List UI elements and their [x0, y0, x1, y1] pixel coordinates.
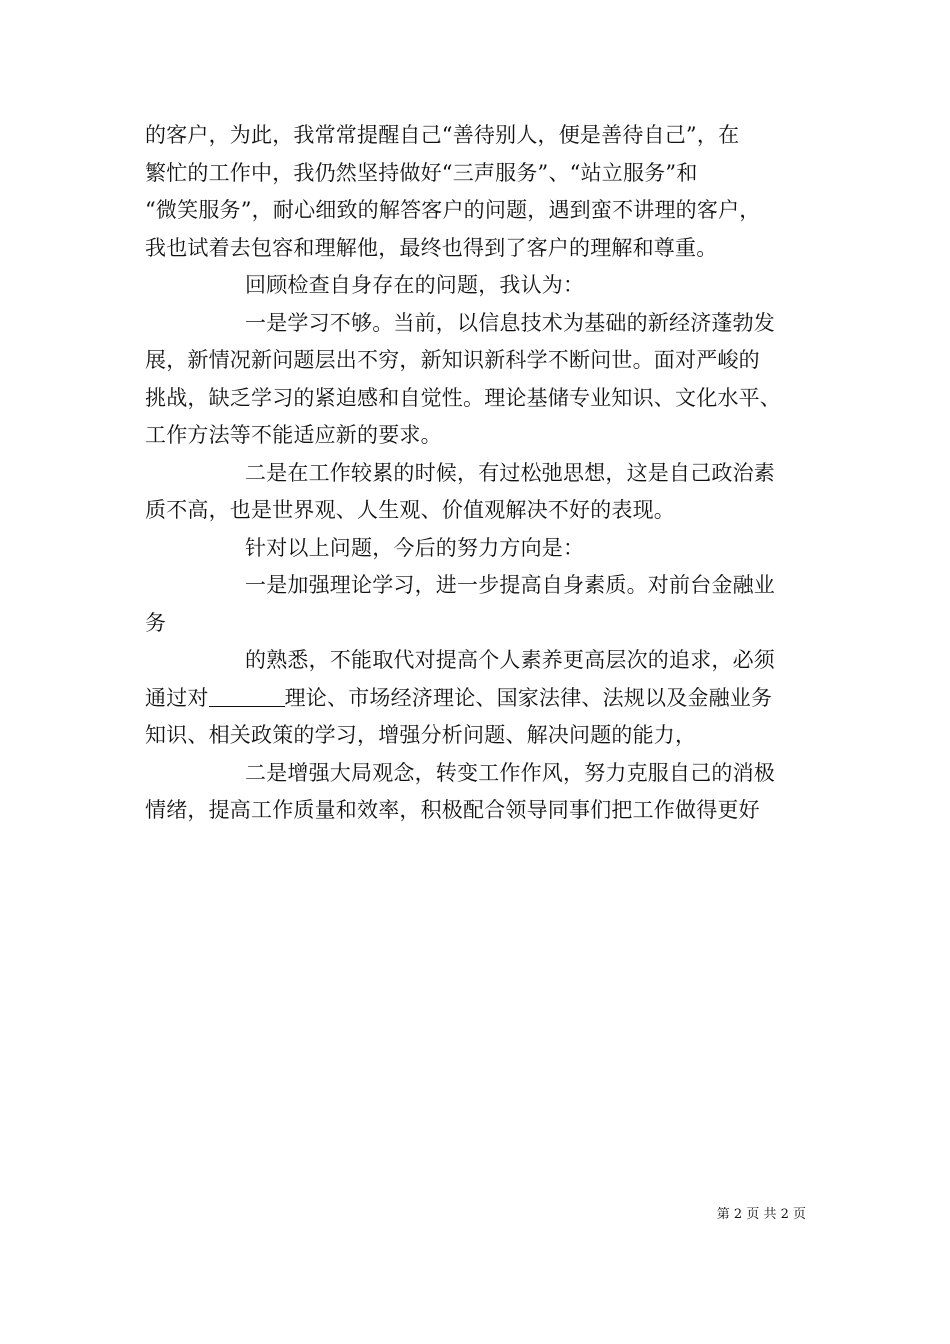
paragraph-start-line: 二是增强大局观念，转变工作作风，努力克服自己的消极	[245, 760, 775, 785]
text-line: 务	[145, 610, 167, 635]
fill-in-blank	[209, 684, 285, 707]
text-line-with-blank	[145, 680, 810, 718]
paragraph-start-line: 回顾检查自身存在的问题，我认为：	[245, 273, 585, 297]
page-number-footer: 第 2 页 共 2 页	[716, 1207, 806, 1222]
text-segment: 理论、市场经济理论、国家法律、法规以及金融业务	[284, 685, 773, 710]
text-line: 知识、相关政策的学习，增强分析问题、解决问题的能力，	[145, 723, 697, 747]
text-line: 展，新情况新问题层出不穷，新知识新科学不断问世。面对严峻的	[145, 348, 760, 372]
paragraph-start-line: 针对以上问题，今后的努力方向是：	[245, 535, 585, 560]
text-line: 工作方法等不能适应新的要求。	[145, 423, 442, 447]
text-line: 质不高，也是世界观、人生观、价值观解决不好的表现。	[145, 498, 675, 522]
text-line: 情绪，提高工作质量和效率，积极配合领导同事们把工作做得更好	[145, 798, 760, 822]
text-segment: 通过对	[145, 685, 209, 710]
text-line: 我也试着去包容和理解他，最终也得到了客户的理解和尊重。	[145, 235, 718, 260]
text-line: 的客户，为此，我常常提醒自己“善待别人，便是善待自己”，在	[145, 123, 740, 147]
text-line: “微笑服务”，耐心细致的解答客户的问题，遇到蛮不讲理的客户，	[145, 198, 761, 222]
paragraph-start-line: 的熟悉，不能取代对提高个人素养更高层次的追求，必须	[245, 648, 775, 672]
text-line: 繁忙的工作中，我仍然坚持做好“三声服务”、“站立服务”和	[145, 160, 698, 185]
paragraph-start-line: 一是加强理论学习，进一步提高自身素质。对前台金融业	[245, 573, 775, 597]
text-line: 挑战，缺乏学习的紧迫感和自觉性。理论基储专业知识、文化水平、	[145, 385, 781, 410]
paragraph-start-line: 一是学习不够。当前，以信息技术为基础的新经济蓬勃发	[245, 310, 775, 335]
paragraph-start-line: 二是在工作较累的时候，有过松弛思想，这是自己政治素	[245, 460, 775, 485]
document-body	[145, 117, 810, 830]
